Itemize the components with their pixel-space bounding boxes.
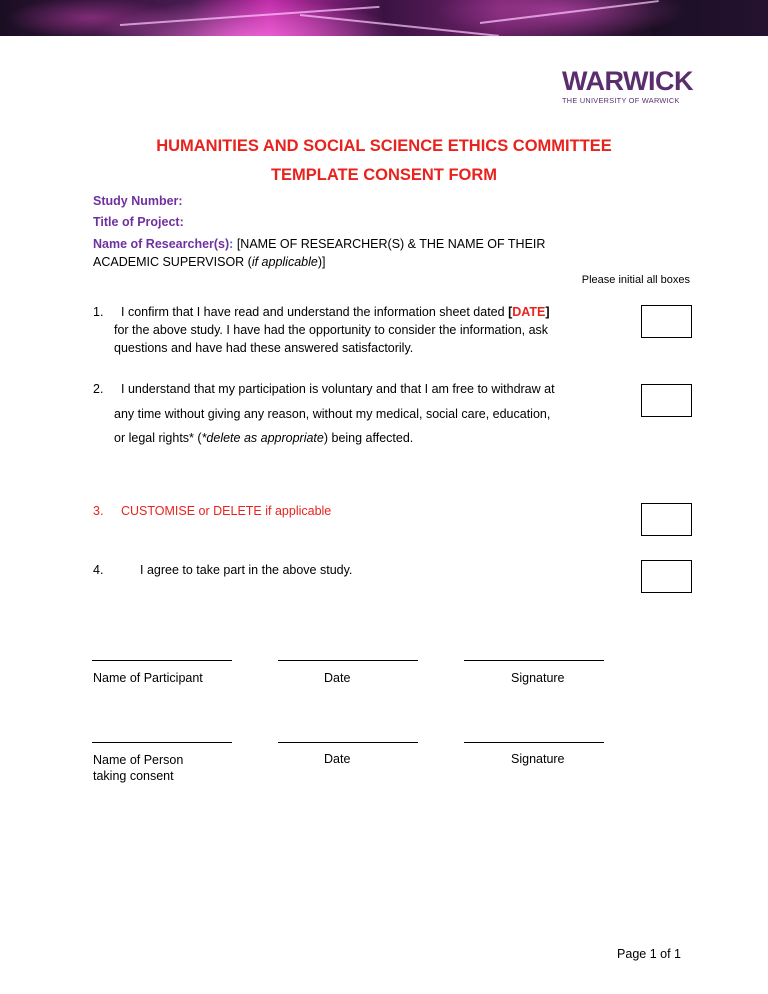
item-number: 3. xyxy=(93,504,104,518)
bracket-close: ] xyxy=(545,305,550,319)
item-number: 4. xyxy=(93,563,104,577)
banner-streak xyxy=(480,0,659,24)
signature-line[interactable] xyxy=(278,742,418,743)
item-4-line1: I agree to take part in the above study. xyxy=(140,563,353,577)
bracket-open: [ xyxy=(508,305,513,319)
initial-note: Please initial all boxes xyxy=(581,274,690,286)
item-2-line3-italic: *delete as appropriate xyxy=(201,431,324,445)
researcher-colon: : xyxy=(229,237,234,251)
item-1-line3: questions and have had these answered satisfactorily. xyxy=(114,341,414,355)
item-2-line2: any time without giving any reason, without my medical, social care, education, xyxy=(114,407,551,421)
consent-item-1 xyxy=(121,303,550,321)
signature-line[interactable] xyxy=(464,742,604,743)
initial-box-2[interactable] xyxy=(641,384,692,417)
researcher-text-3: )] xyxy=(317,255,326,269)
title-of-project-label: Title of Project: xyxy=(93,215,184,229)
signature-label: Signature xyxy=(511,671,565,685)
item-1-line1: I confirm that I have read and understand the information sheet dated xyxy=(121,305,509,319)
initial-box-3[interactable] xyxy=(641,503,692,536)
consent-taker-label-a: Name of Person xyxy=(93,753,184,767)
document-title: HUMANITIES AND SOCIAL SCIENCE ETHICS COMMITTEE xyxy=(156,137,612,155)
item-2-line1: I understand that my participation is voluntary and that I am free to withdraw at xyxy=(121,382,555,396)
date-label: Date xyxy=(324,752,351,766)
initial-box-4[interactable] xyxy=(641,560,692,593)
banner-streak xyxy=(120,6,380,26)
signature-line[interactable] xyxy=(464,660,604,661)
item-2-line3-a: or legal rights* ( xyxy=(114,431,202,445)
researcher-label: Name of Researcher(s) xyxy=(93,237,230,251)
document-subtitle: TEMPLATE CONSENT FORM xyxy=(270,166,498,184)
researcher-block xyxy=(93,235,693,271)
page-number: Page 1 of 1 xyxy=(617,947,681,961)
item-1-line2: for the above study. I have had the opportunity to consider the information, ask xyxy=(114,323,549,337)
date-placeholder: DATE xyxy=(512,305,546,319)
signature-line[interactable] xyxy=(92,660,232,661)
consent-taker-label xyxy=(93,752,183,784)
item-number: 1. xyxy=(93,305,104,319)
warwick-logo xyxy=(562,66,693,105)
signature-label: Signature xyxy=(511,752,565,766)
logo-wordmark: WARWICK xyxy=(562,66,693,96)
signature-line[interactable] xyxy=(278,660,418,661)
initial-box-1[interactable] xyxy=(641,305,692,338)
signature-line[interactable] xyxy=(92,742,232,743)
date-label: Date xyxy=(324,671,351,685)
consent-taker-label-b: taking consent xyxy=(93,769,174,783)
logo-subtitle: THE UNIVERSITY OF WARWICK xyxy=(562,96,680,105)
researcher-text-2: ACADEMIC SUPERVISOR ( xyxy=(93,255,252,269)
study-number-label: Study Number: xyxy=(93,194,183,208)
item-2-line3-b: ) being affected. xyxy=(323,431,414,445)
researcher-text: [NAME OF RESEARCHER(S) & THE NAME OF THEIR xyxy=(233,237,546,251)
item-3-line1: CUSTOMISE or DELETE if applicable xyxy=(121,504,332,518)
researcher-italic: if applicable xyxy=(251,255,318,269)
banner-streak xyxy=(300,14,499,37)
participant-name-label: Name of Participant xyxy=(93,671,203,685)
item-2-line3 xyxy=(114,429,413,447)
header-banner xyxy=(0,0,768,36)
item-number: 2. xyxy=(93,382,104,396)
